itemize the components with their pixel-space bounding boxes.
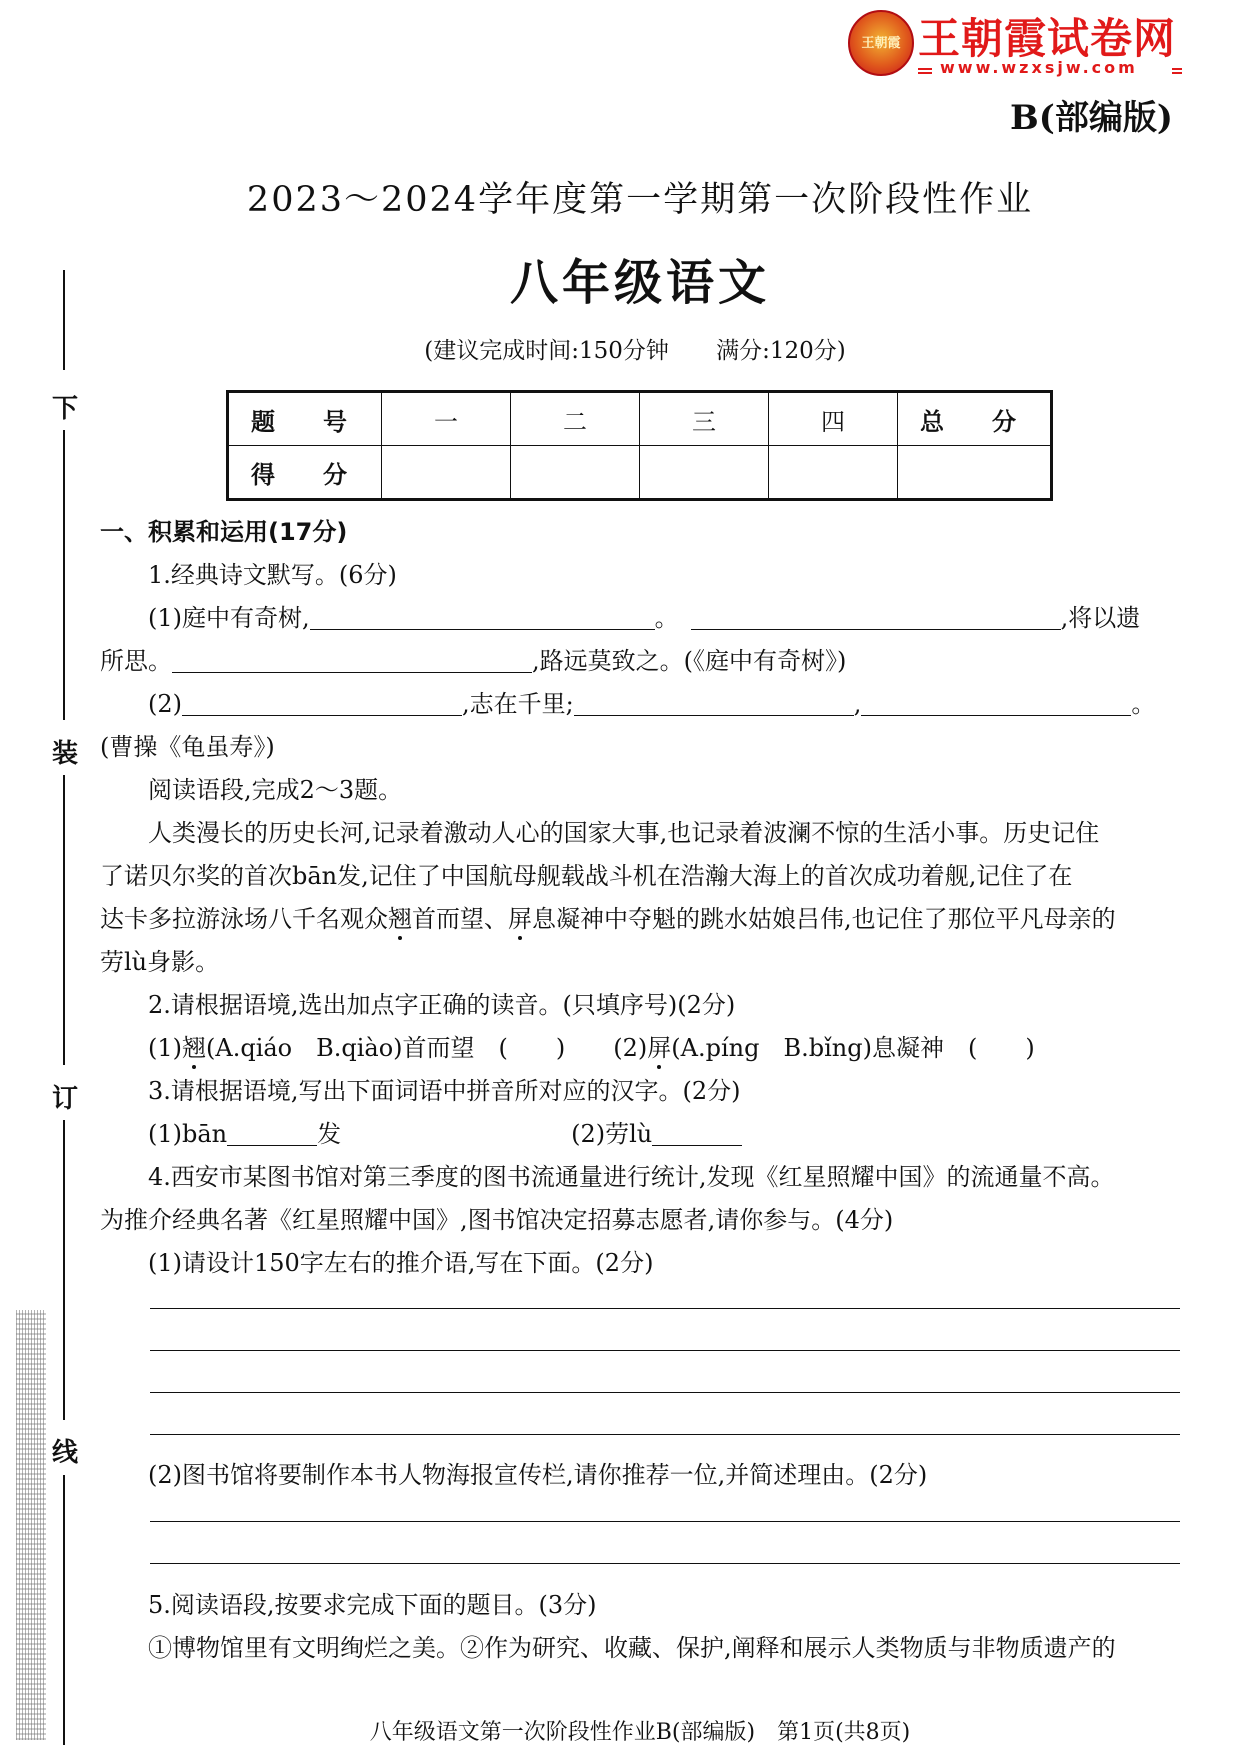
answer-paren[interactable]: ( )	[967, 1034, 1035, 1062]
edition-label: B(部编版)	[1010, 98, 1173, 138]
writing-line[interactable]	[150, 1350, 1180, 1351]
logo-url: www.wzxsjw.com	[940, 58, 1138, 77]
score-cell[interactable]	[769, 446, 898, 500]
q5-passage-line: ①博物馆里有文明绚烂之美。②作为研究、收藏、保护,阐释和展示人类物质与非物质遗产的	[148, 1634, 1116, 1662]
binding-char-xian: 线	[51, 1438, 78, 1468]
dotted-char: 屏	[508, 899, 532, 934]
suggested-time: (建议完成时间:150分钟	[424, 338, 669, 364]
binding-line	[63, 775, 65, 1065]
answer-blank[interactable]	[652, 1121, 742, 1146]
q1-part2-line1: (2) ,志在千里; , 。	[148, 690, 1156, 718]
q4-part2: (2)图书馆将要制作本书人物海报宣传栏,请你推荐一位,并简述理由。(2分)	[148, 1461, 928, 1489]
passage-line: 了诺贝尔奖的首次bān发,记住了中国航母舰载战斗机在浩瀚大海上的首次成功着舰,记住了在	[100, 862, 1073, 890]
q1-title: 1.经典诗文默写。(6分)	[148, 561, 397, 589]
page-footer: 八年级语文第一次阶段性作业B(部编版) 第1页(共8页)	[369, 1720, 911, 1745]
q3-items: (1)bān 发 (2)劳lù	[148, 1114, 742, 1149]
table-row	[228, 446, 1052, 500]
full-marks: 满分:120分)	[716, 338, 846, 364]
binding-line	[63, 1475, 65, 1745]
score-cell[interactable]	[640, 446, 769, 500]
subject-title: 八年级语文	[509, 255, 770, 311]
row-header-question: 题 号	[228, 392, 382, 446]
binding-line	[63, 430, 65, 720]
answer-blank[interactable]	[861, 691, 1131, 716]
answer-blank[interactable]	[691, 605, 1061, 630]
binding-char-xia: 下	[51, 394, 78, 424]
section-title: 一、积累和运用(17分)	[100, 518, 348, 546]
logo-stripes-left	[918, 66, 932, 74]
answer-blank[interactable]	[574, 691, 854, 716]
column-header: 一	[382, 392, 511, 446]
score-table	[226, 390, 1053, 501]
writing-line[interactable]	[150, 1521, 1180, 1522]
writing-line[interactable]	[150, 1563, 1180, 1564]
scan-edge-noise	[16, 1310, 46, 1740]
column-header: 四	[769, 392, 898, 446]
logo-stripes-right	[1172, 66, 1182, 74]
answer-blank[interactable]	[182, 691, 462, 716]
table-row	[228, 392, 1052, 446]
binding-char-ding: 订	[51, 1084, 78, 1114]
q2-options: (1)翘(A.qiáo B.qiào)首而望 ( ) (2)屏(A.píng B.bǐng)息凝神 ( )	[148, 1028, 1035, 1063]
reading-intro: 阅读语段,完成2～3题。	[148, 776, 403, 804]
row-header-score: 得 分	[228, 446, 382, 500]
logo-brand: 王朝霞试卷网	[918, 14, 1177, 63]
passage-line: 劳lù身影。	[100, 948, 220, 976]
binding-line	[63, 270, 65, 370]
q1-part1-line1: (1)庭中有奇树, 。 ,将以遗	[148, 604, 1141, 632]
answer-blank[interactable]	[227, 1121, 317, 1146]
column-header-total: 总 分	[898, 392, 1052, 446]
answer-blank[interactable]	[172, 648, 532, 673]
q2-title: 2.请根据语境,选出加点字正确的读音。(只填序号)(2分)	[148, 991, 736, 1019]
exam-title: 2023～2024学年度第一学期第一次阶段性作业	[246, 180, 1034, 220]
score-cell[interactable]	[382, 446, 511, 500]
q5-title: 5.阅读语段,按要求完成下面的题目。(3分)	[148, 1591, 597, 1619]
score-cell-total[interactable]	[898, 446, 1052, 500]
dotted-char: 翘	[182, 1028, 206, 1063]
q1-part1-line2: 所思。 ,路远莫致之。(《庭中有奇树》)	[100, 647, 847, 675]
passage-line: 人类漫长的历史长河,记录着激动人心的国家大事,也记录着波澜不惊的生活小事。历史记住	[148, 819, 1100, 847]
q1-part2-source: (曹操《龟虽寿》)	[100, 733, 275, 761]
writing-line[interactable]	[150, 1392, 1180, 1393]
q4-line: 为推介经典名著《红星照耀中国》,图书馆决定招募志愿者,请你参与。(4分)	[100, 1206, 894, 1234]
q3-title: 3.请根据语境,写出下面词语中拼音所对应的汉字。(2分)	[148, 1077, 741, 1105]
column-header: 二	[511, 392, 640, 446]
dotted-char: 翘	[388, 899, 412, 934]
answer-paren[interactable]: ( )	[498, 1034, 566, 1062]
publisher-logo	[848, 10, 1178, 78]
binding-line	[63, 1120, 65, 1420]
writing-line[interactable]	[150, 1308, 1180, 1309]
q4-line: 4.西安市某图书馆对第三季度的图书流通量进行统计,发现《红星照耀中国》的流通量不高。	[148, 1163, 1115, 1191]
seal-icon: 王朝霞	[848, 10, 914, 76]
score-cell[interactable]	[511, 446, 640, 500]
answer-blank[interactable]	[310, 605, 655, 630]
time-info	[0, 332, 1240, 365]
column-header: 三	[640, 392, 769, 446]
passage-line: 达卡多拉游泳场八千名观众翘首而望、屏息凝神中夺魁的跳水姑娘吕伟,也记住了那位平凡母亲的	[100, 899, 1116, 934]
writing-line[interactable]	[150, 1434, 1180, 1435]
binding-char-zhuang: 装	[51, 739, 78, 769]
dotted-char: 屏	[647, 1028, 671, 1063]
q4-part1: (1)请设计150字左右的推介语,写在下面。(2分)	[148, 1249, 654, 1277]
